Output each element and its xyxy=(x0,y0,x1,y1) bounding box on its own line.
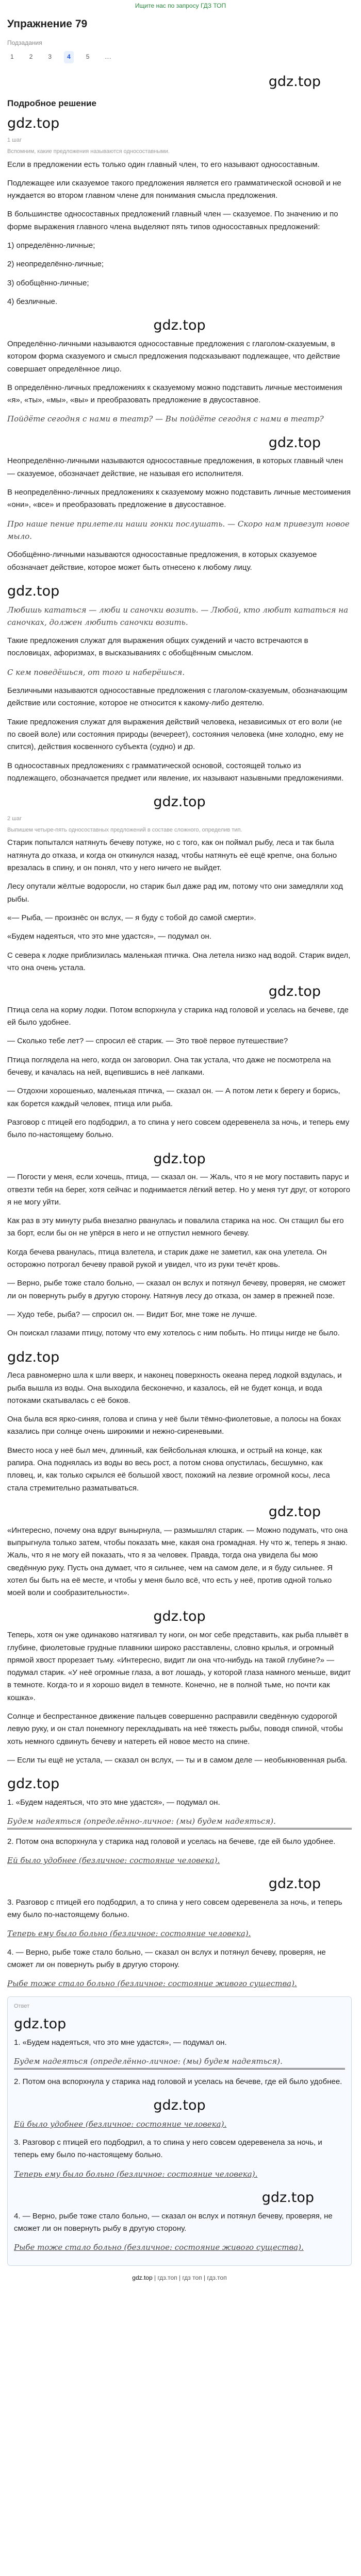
story-paragraph: — Отдохни хорошенько, маленькая птичка, — сказал он. — А потом лети к берегу и борись, как борется каждый человек, птица или рыба. xyxy=(7,1087,340,1108)
story-paragraph: — Сколько тебе лет? — спросил её старик. — Это твоё первое путешествие? xyxy=(7,1037,288,1046)
step-question: Выпишем четыре-пять односоставных предложений в составе сложного, определив тип. xyxy=(7,826,242,833)
example: Любишь кататься — люби и саночки возить. — Любой, кто любит кататься на саночках, должен любить саночки возить. xyxy=(7,605,349,627)
answer-line: 4. — Верно, рыбе тоже стало больно, — сказал он вслух и потянул бечеву, проверяя, не сможет ли он повернуть рыбу в другую сторону. xyxy=(7,1947,326,1970)
answer-line: Теперь ему было больно (безличное: состояние человека). xyxy=(7,1929,251,1939)
paragraph: Подлежащее или сказуемое такого предложения является его грамматической основой и не нуждается во втором главном члене для понимания смысла предложения. xyxy=(7,178,341,200)
story-paragraph: Она была вся ярко-синяя, голова и спина у неё были тёмно-фиолетовые, а полосы на боках казались при солнце очень широкими и нежно-сиреневыми. xyxy=(7,1415,341,1436)
type-item: 1) определённо-личные; xyxy=(7,241,95,250)
subtask-pagination xyxy=(7,51,352,63)
page-4[interactable]: 4 xyxy=(64,51,74,63)
watermark: gdz.top xyxy=(268,434,321,451)
story-paragraph: — Худо тебе, рыба? — спросил он. — Видит Бог, мне тоже не лучше. xyxy=(7,1310,257,1319)
story-paragraph: «Интересно, почему она вдруг вынырнула, — размышлял старик. — Можно подумать, что она выпрыгнула только затем, чтобы показать мне, какая она громадная. Ну что ж, теперь я знаю. Жаль, что я не могу ей показать, что я за человек. Правда, тогда она увидела бы мою сведённую руку. Пусть она думает, что я сильнее, чем на самом деле, и я буду сильнее. Я хотел бы быть на её месте, и чтобы у меня было всё, что есть у неё, против одной только моей воли и сообразительности». xyxy=(7,1526,348,1598)
watermark: gdz.top xyxy=(268,73,321,90)
watermark: gdz.top xyxy=(153,1608,206,1625)
answer-line: Будем надеяться (определённо-личное: (мы) будем надеяться). xyxy=(14,2055,345,2069)
footer-item: гдз топ xyxy=(182,2274,202,2281)
type-item: 2) неопределённо-личные; xyxy=(7,260,104,269)
type-item: 3) обобщённо-личные; xyxy=(7,278,89,287)
answer-line: Ей было удобнее (безличное: состояние человека). xyxy=(14,2119,227,2129)
paragraph: Определённо-личными называются односоставные предложения с глаголом-сказуемым, в котором форма сказуемого и смысл предложения подсказывают подлежащее, что действие совершает определённое лицо. xyxy=(7,339,340,374)
answer-line: Рыбе тоже стало больно (безличное: состояние живого существа). xyxy=(7,1979,297,1989)
subtasks-label: Подзадания xyxy=(7,39,42,47)
answer-line: 1. «Будем надеяться, что это мне удастся», — подумал он. xyxy=(7,1798,220,1807)
answer-line: 2. Потом она вспорхнула у старика над головой и уселась на бечеве, где ей было удобнее. xyxy=(7,1837,336,1846)
page-more[interactable]: ... xyxy=(105,53,112,61)
paragraph: Такие предложения служат для выражения действий человека, независимых от его воли (не по своей воле) или состояния природы (вечереет), состояния человека (мне холодно, ему не спится), действия косвенного субъекта (судно) и др. xyxy=(7,717,344,752)
watermark: gdz.top xyxy=(153,2097,206,2114)
story-paragraph: Леса равномерно шла к шли вверх, и наконец поверхность океана перед лодкой вздулась, и рыба вышла из воды. Она выходила бесконечно, и казалось, ей не будет конца, и вода потоками скатывалась с её боков. xyxy=(7,1371,342,1405)
story-paragraph: — Погости у меня, если хочешь, птица, — сказал он. — Жаль, что я не могу поставить парус и отвезти тебя на берег, хотя сейчас и поднимается лёгкий ветер. Но у меня тут друг, от которого я не могу уйти. xyxy=(7,1173,350,1207)
answer-line: 1. «Будем надеяться, что это мне удастся», — подумал он. xyxy=(14,2038,227,2047)
step-label: 1 шаг xyxy=(7,137,22,143)
top-banner[interactable]: Ищите нас по запросу ГДЗ ТОП xyxy=(135,2,226,9)
watermark: gdz.top xyxy=(268,984,321,1000)
watermark: gdz.top xyxy=(7,1776,60,1792)
watermark: gdz.top xyxy=(14,2016,67,2032)
solution-heading: Подробное решение xyxy=(7,98,96,108)
story-paragraph: Старик попытался натянуть бечеву потуже, но с того, как он поймал рыбу, леса и так была натянута до отказа, и когда он откинулся назад, чтобы натянуть её ещё крепче, она больно врезалась в спину, и он понял, что у него ничего не выйдет. xyxy=(7,838,337,873)
footer-item: гдз.топ xyxy=(207,2274,227,2281)
step-label: 2 шаг xyxy=(7,815,22,822)
story-paragraph: Птица села на корму лодки. Потом вспорхнула у старика над головой и уселась на бечеве, где ей было удобнее. xyxy=(7,1005,349,1027)
story-paragraph: Он поискал глазами птицу, потому что ему хотелось с ним побыть. Но птицы нигде не было. xyxy=(7,1329,340,1338)
watermark: gdz.top xyxy=(261,2189,314,2206)
page-2[interactable]: 2 xyxy=(29,53,33,61)
answer-line: Рыбе тоже стало больно (безличное: состояние живого существа). xyxy=(14,2243,304,2252)
answer-line: Будем надеяться (определённо-личное: (мы) будем надеяться). xyxy=(7,1815,352,1829)
watermark: gdz.top xyxy=(7,1349,60,1365)
story-paragraph: Теперь, хотя он уже одинаково натягивал ту ноги, он мог себе представить, как рыба плывёт в глубине, фиолетовые грудные плавники широко расставлены, словно крылья, и огромный прямой хвост прорезает тьму. «Интересно, видит ли она что-нибудь на такой глубине?» — подумал старик. «У неё огромные глаза, а вот лошадь, у которой глаза намного меньше, видит в темноте. Когда-то и я хорошо видел в темноте. Конечно, не в полной тьме, но почти как кошка». xyxy=(7,1631,351,1702)
watermark: gdz.top xyxy=(7,583,60,599)
answer-line: Теперь ему было больно (безличное: состояние человека). xyxy=(14,2169,258,2179)
page-title: Упражнение 79 xyxy=(7,18,88,30)
answer-label: Ответ xyxy=(14,2003,30,2009)
watermark: gdz.top xyxy=(7,115,60,132)
story-paragraph: Вместо носа у неё был меч, длинный, как бейсбольная клюшка, и острый на конце, как рапира. Она поднялась из воды во весь рост, а потом снова опустилась, бесшумно, как пловец, и, как только скрылся её большой хвост, похожий на лезвие огромной косы, леса стала стремительно разматываться. xyxy=(7,1446,330,1493)
answer-line: 3. Разговор с птицей его подбодрил, а то спина у него совсем одеревенела за ночь, и теперь ему было по-настоящему больно. xyxy=(7,1897,342,1920)
watermark: gdz.top xyxy=(153,1150,206,1167)
content xyxy=(0,15,361,2283)
page-3[interactable]: 3 xyxy=(48,53,52,61)
story-paragraph: — Верно, рыбе тоже стало больно, — сказал он вслух и потянул бечеву, проверяя, не сможет ли он повернуть рыбу в другую сторону. Натянув лесу до отказа, он замер в прежней позе. xyxy=(7,1279,346,1300)
paragraph: Если в предложении есть только один главный член, то его называют односоставным. xyxy=(7,160,320,169)
footer-watermarks: gdz.top | гдз.топ | гдз топ | гдз.топ xyxy=(132,2274,227,2281)
paragraph: Такие предложения служат для выражения общих суждений и часто встречаются в пословицах, афоризмах, в высказываниях с обобщённым смыслом. xyxy=(7,636,308,658)
story-paragraph: Разговор с птицей его подбодрил, а то спина у него совсем одеревенела за ночь, и теперь ему было по-настоящему больно. xyxy=(7,1117,350,1140)
story-paragraph: Как раз в эту минуту рыба внезапно рванулась и повалила старика на нос. Он стащил бы его за борт, если бы он не упёрся в него и не отпустил немного бечеву. xyxy=(7,1216,344,1238)
type-item: 4) безличные. xyxy=(7,297,58,306)
answer-line: Ей было удобнее (безличное: состояние человека). xyxy=(7,1855,220,1865)
answer-line: 2. Потом она вспорхнула у старика над головой и уселась на бечеве, где ей было удобнее. xyxy=(14,2077,342,2086)
story-paragraph: С севера к лодке приблизилась маленькая птичка. Она летела низко над водой. Старик видел, что она очень устала. xyxy=(7,951,351,972)
paragraph: В односоставных предложениях с грамматической основой, состоящей только из подлежащего, обозначается предмет или явление, их называют назывными предложениями. xyxy=(7,761,344,783)
story-paragraph: Солнце и беспрестанное движение пальцев совершенно расправили сведённую судорогой левую руку, и он стал понемногу перекладывать на неё тяжесть рыбы, поводя спиной, чтобы хоть немного сдвинуть бечеву и натереть ей новое место на спине. xyxy=(7,1711,343,1746)
answer-line: 4. — Верно, рыбе тоже стало больно, — сказал он вслух и потянул бечеву, проверяя, не сможет ли он повернуть рыбу в другую сторону. xyxy=(14,2211,333,2233)
story-paragraph: — Если ты ещё не устала, — сказал он вслух, — ты и в самом деле — необыкновенная рыба. xyxy=(7,1755,348,1765)
story-paragraph: «— Рыба, — произнёс он вслух, — я буду с тобой до самой смерти». xyxy=(7,913,256,922)
paragraph: В определённо-личных предложениях к сказуемому можно подставить личные местоимения «я», «ты», «мы», «вы» и преобразовать предложение в двусоставное. xyxy=(7,383,342,405)
example: Про наше пение прилетели наши гонки послушать. — Скоро нам привезут новое мыло. xyxy=(7,519,350,541)
watermark: gdz.top xyxy=(153,794,206,810)
story-paragraph: Когда бечева рванулась, птица взлетела, и старик даже не заметил, как она улетела. Он осторожно потрогал бечеву правой рукой и увидел, что из руки течёт кровь. xyxy=(7,1247,327,1269)
watermark: gdz.top xyxy=(268,1503,321,1520)
step-question: Вспомним, какие предложения называются односоставными. xyxy=(7,148,170,155)
page-1[interactable]: 1 xyxy=(10,53,14,61)
watermark: gdz.top xyxy=(153,317,206,334)
answer-box xyxy=(7,1996,352,2266)
watermark: gdz.top xyxy=(268,1876,321,1892)
example: С кем поведёшься, от того и наберёшься. xyxy=(7,667,185,677)
paragraph: Безличными называются односоставные предложения с глаголом-сказуемым, обозначающим действие или состояние, которое не относится к какому-либо деятелю. xyxy=(7,686,348,708)
story-paragraph: Птица поглядела на него, когда он заговорил. Она так устала, что даже не посмотрела на бечеву, и качалась на ней, вцепившись в неё лапками. xyxy=(7,1055,331,1077)
paragraph: Неопределённо-личными называются односоставные предложения, в которых главный член — сказуемое, обозначает действие, не называя его исполнителя. xyxy=(7,456,343,478)
footer-item: гдз.топ xyxy=(157,2274,177,2281)
story-paragraph: «Будем надеяться, что это мне удастся», — подумал он. xyxy=(7,932,211,941)
paragraph: В неопределённо-личных предложениях к сказуемому можно подставить личные местоимения «они», «все» и преобразовать предложение в двусоставное. xyxy=(7,488,351,510)
page-5[interactable]: 5 xyxy=(86,53,90,61)
paragraph: Обобщённо-личными называются односоставные предложения, в которых сказуемое обозначает действие, которое может быть отнесено к любому лицу. xyxy=(7,550,317,572)
story-paragraph: Лесу опутали жёлтые водоросли, но старик был даже рад им, потому что они замедляли ход рыбы. xyxy=(7,882,343,904)
footer-item: gdz.top xyxy=(132,2274,153,2281)
example: Пойдёте сегодня с нами в театр? — Вы пойдёте сегодня с нами в театр? xyxy=(7,414,324,424)
answer-line: 3. Разговор с птицей его подбодрил, а то спина у него совсем одеревенела за ночь, и теперь ему было по-настоящему больно. xyxy=(14,2138,322,2160)
paragraph: В большинстве односоставных предложений главный член — сказуемое. По значению и по форме выражения главного члена выделяют пять типов односоставных предложений: xyxy=(7,210,338,231)
